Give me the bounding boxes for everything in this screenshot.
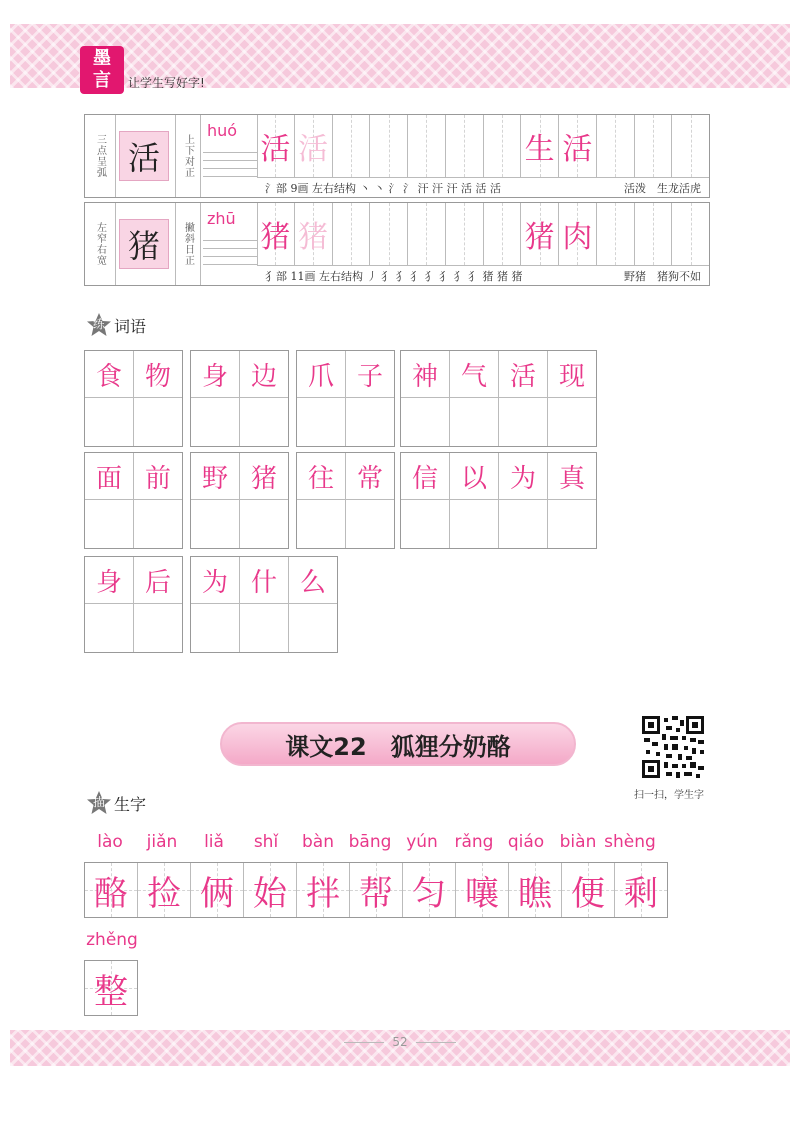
write-box[interactable] [134, 398, 182, 446]
slogan: 让学生写好字! [128, 76, 205, 90]
section-title: 生字 [114, 794, 147, 814]
pinyin-label: zhěng [86, 930, 138, 950]
brand-logo [80, 46, 124, 94]
stroke-info [257, 177, 709, 197]
write-box[interactable] [85, 398, 133, 446]
star-badge-icon [86, 790, 112, 816]
practice-cell[interactable] [408, 203, 446, 265]
practice-cell[interactable] [597, 115, 635, 177]
side-label: 左窄右宽 [85, 203, 116, 285]
practice-cell[interactable] [370, 115, 408, 177]
pinyin-label: shǐ [253, 832, 279, 852]
badge-char: 描 [92, 795, 105, 809]
practice-grid [257, 115, 709, 177]
pinyin-label: shèng [604, 832, 656, 852]
trace-char[interactable]: 俩 [191, 863, 244, 917]
word-char: 后 [134, 557, 182, 604]
pinyin: zhū [207, 209, 236, 228]
write-box[interactable] [450, 500, 498, 548]
logo-char-2: 言 [93, 70, 111, 91]
word-char: 身 [85, 557, 133, 604]
word-char: 爪 [297, 351, 345, 398]
write-box[interactable] [499, 500, 547, 548]
word-char: 神 [401, 351, 449, 398]
trace-char[interactable]: 整 [85, 961, 137, 1015]
lesson-title: 课文22 狐狸分奶酪 [220, 722, 576, 766]
trace-char[interactable]: 匀 [403, 863, 456, 917]
practice-cell[interactable] [635, 203, 673, 265]
write-box[interactable] [297, 398, 345, 446]
practice-cell[interactable] [672, 115, 709, 177]
trace-char[interactable]: 帮 [350, 863, 403, 917]
trace-cell[interactable]: 猪 [295, 203, 333, 265]
word-char: 前 [134, 453, 182, 500]
practice-cell[interactable] [484, 115, 522, 177]
write-box[interactable] [191, 604, 239, 652]
word-char: 为 [499, 453, 547, 500]
pinyin-label: jiǎn [146, 832, 178, 852]
word-group [190, 452, 289, 549]
trace-char[interactable]: 嚷 [456, 863, 509, 917]
section-heading-words [86, 312, 146, 338]
word-group [190, 556, 338, 653]
word-char: 边 [240, 351, 288, 398]
practice-cell[interactable] [672, 203, 709, 265]
word-char: 往 [297, 453, 345, 500]
trace-char[interactable]: 剩 [615, 863, 667, 917]
write-box[interactable] [191, 500, 239, 548]
word-char: 野 [191, 453, 239, 500]
write-box[interactable] [240, 398, 288, 446]
write-box[interactable] [346, 500, 394, 548]
pinyin-label: lào [97, 832, 123, 852]
word-group [296, 452, 395, 549]
practice-cell[interactable] [635, 115, 673, 177]
qr-label: 扫一扫，学生字 [634, 790, 704, 801]
practice-cell[interactable]: 猪 [257, 203, 295, 265]
write-box[interactable] [401, 500, 449, 548]
word-group [296, 350, 395, 447]
logo-char-1: 墨 [93, 48, 111, 69]
writing-tip: 撇斜日正 [175, 203, 201, 285]
word-cell[interactable]: 猪 [521, 203, 559, 265]
header-band [10, 24, 790, 88]
word-group [84, 556, 183, 653]
word-char: 食 [85, 351, 133, 398]
word-char: 面 [85, 453, 133, 500]
write-box[interactable] [134, 604, 182, 652]
word-char: 身 [191, 351, 239, 398]
practice-cell[interactable] [408, 115, 446, 177]
star-badge-icon [86, 312, 112, 338]
practice-cell[interactable] [597, 203, 635, 265]
write-box[interactable] [191, 398, 239, 446]
word-char: 信 [401, 453, 449, 500]
word-cell[interactable]: 肉 [559, 203, 597, 265]
practice-cell[interactable] [370, 203, 408, 265]
word-cell[interactable]: 生 [521, 115, 559, 177]
page-number: 52 [0, 1035, 800, 1049]
word-char: 什 [240, 557, 288, 604]
pinyin-label: liǎ [204, 832, 224, 852]
trace-strip [84, 960, 138, 1016]
pinyin-label: bàn [302, 832, 334, 852]
pinyin-label: rǎng [454, 832, 494, 852]
word-group [400, 452, 597, 549]
word-char: 活 [499, 351, 547, 398]
section-heading-trace [86, 790, 146, 816]
word-cell[interactable]: 活 [559, 115, 597, 177]
word-char: 物 [134, 351, 182, 398]
trace-char[interactable]: 捡 [138, 863, 191, 917]
example-words: 活泼 生龙活虎 [624, 181, 701, 195]
write-box[interactable] [85, 604, 133, 652]
write-box[interactable] [548, 398, 596, 446]
word-char: 为 [191, 557, 239, 604]
write-box[interactable] [134, 500, 182, 548]
word-char: 子 [346, 351, 394, 398]
practice-cell[interactable] [446, 203, 484, 265]
word-char: 么 [289, 557, 337, 604]
char-row-zhu [84, 202, 710, 286]
pinyin-label: biàn [559, 832, 597, 852]
write-box[interactable] [450, 398, 498, 446]
pinyin-lines [203, 145, 257, 177]
qr-code-icon[interactable] [640, 714, 706, 780]
trace-char[interactable]: 便 [562, 863, 615, 917]
word-group [190, 350, 289, 447]
pinyin-box [203, 203, 258, 265]
practice-grid [257, 203, 709, 265]
trace-cell[interactable]: 活 [295, 115, 333, 177]
example-words: 野猪 猪狗不如 [624, 269, 701, 283]
stroke-info [257, 265, 709, 285]
trace-char[interactable]: 瞧 [509, 863, 562, 917]
model-char: 猪 [119, 219, 169, 269]
word-group [84, 350, 183, 447]
badge-char: 练 [92, 317, 105, 331]
char-row-huo [84, 114, 710, 198]
practice-cell[interactable] [446, 115, 484, 177]
pinyin-lines [203, 233, 257, 265]
pinyin-box [203, 115, 258, 177]
practice-cell[interactable] [333, 115, 371, 177]
word-group [84, 452, 183, 549]
word-char: 常 [346, 453, 394, 500]
write-box[interactable] [401, 398, 449, 446]
write-box[interactable] [240, 500, 288, 548]
write-box[interactable] [297, 500, 345, 548]
side-label: 三点呈弧 [85, 115, 116, 197]
pinyin-label: bāng [348, 832, 392, 852]
write-box[interactable] [346, 398, 394, 446]
pinyin-label: qiáo [507, 832, 545, 852]
section-title: 词语 [114, 316, 147, 336]
word-char: 以 [450, 453, 498, 500]
trace-char[interactable]: 拌 [297, 863, 350, 917]
practice-cell[interactable] [484, 203, 522, 265]
trace-char[interactable]: 酪 [85, 863, 138, 917]
practice-cell[interactable]: 活 [257, 115, 295, 177]
pinyin: huó [207, 121, 238, 140]
write-box[interactable] [85, 500, 133, 548]
write-box[interactable] [240, 604, 288, 652]
word-char: 真 [548, 453, 596, 500]
word-char: 气 [450, 351, 498, 398]
trace-char[interactable]: 始 [244, 863, 297, 917]
write-box[interactable] [289, 604, 337, 652]
write-box[interactable] [548, 500, 596, 548]
practice-cell[interactable] [333, 203, 371, 265]
word-char: 现 [548, 351, 596, 398]
pinyin-label: yún [406, 832, 438, 852]
word-group [400, 350, 597, 447]
stroke-order: 氵部 9画 左右结构 丶 丶 氵 氵 汗 汗 汗 活 活 活 [265, 181, 501, 195]
writing-tip: 上下对正 [175, 115, 201, 197]
write-box[interactable] [499, 398, 547, 446]
trace-strip [84, 862, 668, 918]
word-char: 猪 [240, 453, 288, 500]
stroke-order: 犭部 11画 左右结构 丿 犭 犭 犭 犭 犭 犭 犭 猪 猪 猪 [265, 269, 523, 283]
model-char: 活 [119, 131, 169, 181]
